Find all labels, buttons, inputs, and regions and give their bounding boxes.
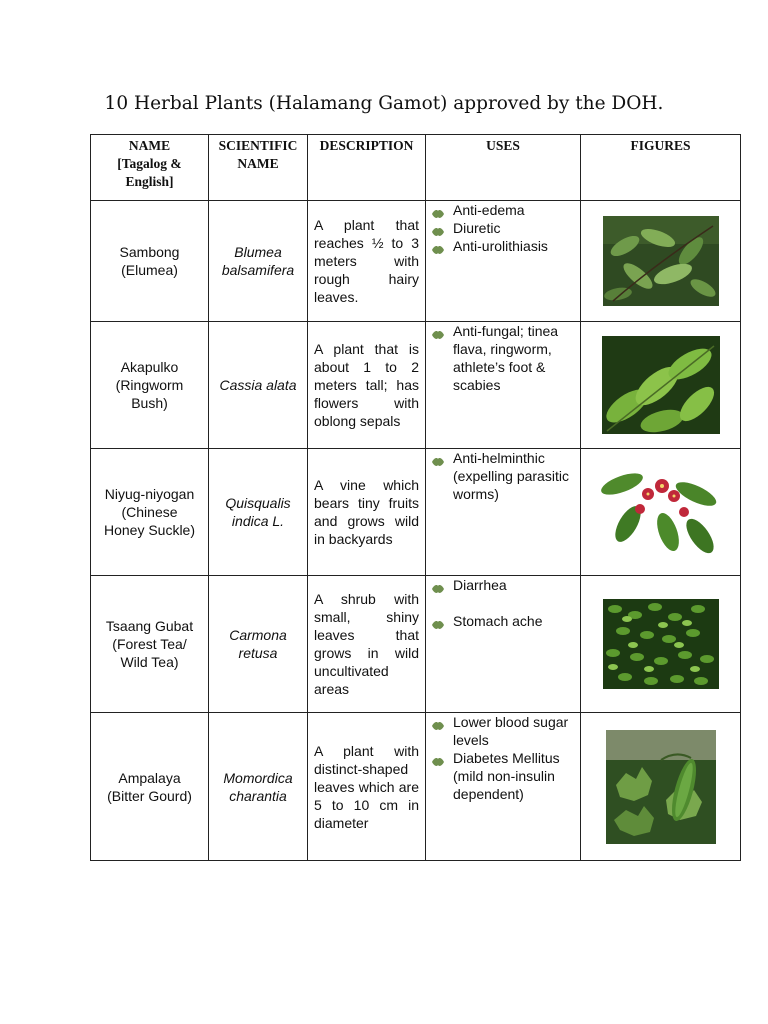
figure-cell (581, 322, 741, 449)
header-name: NAME [Tagalog & English] (91, 135, 209, 201)
uses-cell (426, 201, 581, 322)
figure-cell (581, 576, 741, 713)
herbal-plants-table (90, 134, 741, 861)
plant-name-cell: Sambong (Elumea) (91, 201, 209, 322)
scientific-name-cell: Cassia alata (209, 322, 308, 449)
leaf-bullet-icon (431, 326, 445, 336)
scientific-name-cell: Momordica charantia (209, 713, 308, 861)
use-item: Diarrhea (453, 576, 578, 594)
table-header-row (91, 135, 741, 201)
leaf-bullet-icon (431, 580, 445, 590)
leaf-bullet-icon (431, 616, 445, 626)
leaf-bullet-icon (431, 453, 445, 463)
figure-cell (581, 201, 741, 322)
uses-list (453, 449, 578, 503)
header-uses: USES (426, 135, 581, 201)
description-cell: A plant that reaches ½ to 3 meters with rough hairy leaves. (308, 201, 426, 322)
use-item: Anti-helminthic (expelling parasitic worms) (453, 449, 578, 503)
use-item: Anti-fungal; tinea flava, ringworm, athlete’s foot & scabies (453, 322, 578, 394)
uses-cell (426, 576, 581, 713)
tsaang-gubat-shrub-icon (603, 599, 719, 689)
uses-list (453, 322, 578, 394)
plant-name-cell: Tsaang Gubat (Forest Tea/ Wild Tea) (91, 576, 209, 713)
uses-list (453, 713, 578, 803)
table-row (91, 449, 741, 576)
table-row (91, 713, 741, 861)
akapulko-leaves-icon (602, 336, 720, 434)
leaf-bullet-icon (431, 241, 445, 251)
use-item: Stomach ache (453, 612, 578, 630)
table-row (91, 576, 741, 713)
sambong-leaves-icon (603, 216, 719, 306)
use-item: Lower blood sugar levels (453, 713, 578, 749)
header-scientific-name: SCIENTIFIC NAME (209, 135, 308, 201)
description-cell: A vine which bears tiny fruits and grows wild in backyards (308, 449, 426, 576)
leaf-bullet-icon (431, 753, 445, 763)
uses-cell (426, 322, 581, 449)
description-cell: A shrub with small, shiny leaves that grows in wild uncultivated areas (308, 576, 426, 713)
plant-name-cell: Akapulko (Ringworm Bush) (91, 322, 209, 449)
uses-cell (426, 449, 581, 576)
leaf-bullet-icon (431, 717, 445, 727)
uses-list (453, 576, 578, 630)
plant-name-cell: Ampalaya (Bitter Gourd) (91, 713, 209, 861)
description-cell: A plant with distinct-shaped leaves which are 5 to 10 cm in diameter (308, 713, 426, 861)
figure-cell (581, 449, 741, 576)
page-title: 10 Herbal Plants (Halamang Gamot) approved by the DOH. (104, 93, 664, 114)
scientific-name-cell: Blumea balsamifera (209, 201, 308, 322)
table-row (91, 201, 741, 322)
niyug-niyogan-flower-icon (600, 464, 722, 560)
use-item: Diabetes Mellitus (mild non-insulin dependent) (453, 749, 578, 803)
leaf-bullet-icon (431, 205, 445, 215)
ampalaya-gourd-icon (606, 730, 716, 844)
figure-cell (581, 713, 741, 861)
header-figures: FIGURES (581, 135, 741, 201)
description-cell: A plant that is about 1 to 2 meters tall; has flowers with oblong sepals (308, 322, 426, 449)
table-row (91, 322, 741, 449)
leaf-bullet-icon (431, 223, 445, 233)
scientific-name-cell: Carmona retusa (209, 576, 308, 713)
use-item: Diuretic (453, 219, 578, 237)
use-item: Anti-edema (453, 201, 578, 219)
scientific-name-cell: Quisqualis indica L. (209, 449, 308, 576)
uses-cell (426, 713, 581, 861)
use-item: Anti-urolithiasis (453, 237, 578, 255)
header-description: DESCRIPTION (308, 135, 426, 201)
uses-list (453, 201, 578, 255)
plant-name-cell: Niyug-niyogan (Chinese Honey Suckle) (91, 449, 209, 576)
